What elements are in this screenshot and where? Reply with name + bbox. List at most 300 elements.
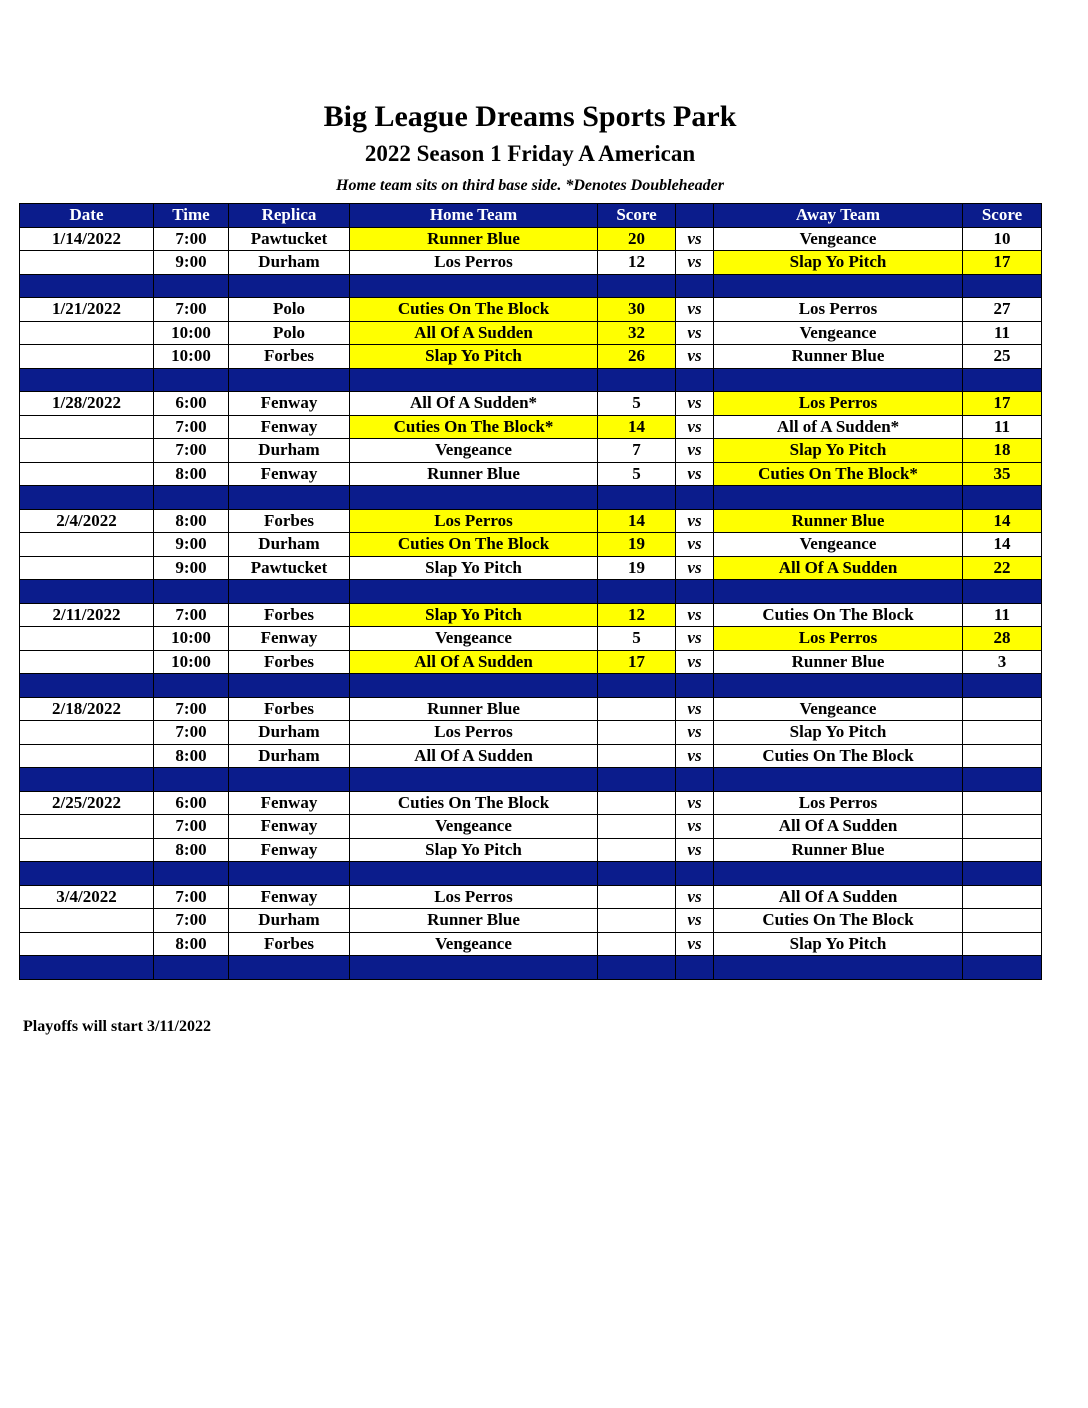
home-team-cell: Slap Yo Pitch	[350, 345, 598, 369]
away-score-cell	[963, 909, 1042, 933]
away-score-cell	[963, 697, 1042, 721]
away-score-cell: 11	[963, 415, 1042, 439]
home-score-cell: 5	[598, 627, 676, 651]
away-score-cell	[963, 885, 1042, 909]
separator-cell	[676, 274, 714, 298]
away-score-cell: 28	[963, 627, 1042, 651]
away-team-cell: Vengeance	[714, 227, 963, 251]
schedule-body	[20, 227, 1042, 979]
separator-cell	[598, 862, 676, 886]
table-row	[20, 744, 1042, 768]
separator-cell	[20, 768, 154, 792]
replica-cell: Polo	[229, 298, 350, 322]
separator-cell	[20, 486, 154, 510]
vs-cell: vs	[676, 815, 714, 839]
date-cell	[20, 627, 154, 651]
away-team-cell: Los Perros	[714, 791, 963, 815]
replica-cell: Pawtucket	[229, 556, 350, 580]
vs-cell: vs	[676, 909, 714, 933]
away-score-cell: 17	[963, 251, 1042, 275]
vs-cell: vs	[676, 345, 714, 369]
replica-cell: Forbes	[229, 603, 350, 627]
separator-cell	[714, 768, 963, 792]
home-score-cell: 17	[598, 650, 676, 674]
time-cell: 9:00	[154, 533, 229, 557]
separator-cell	[676, 768, 714, 792]
separator-cell	[963, 862, 1042, 886]
separator-cell	[963, 486, 1042, 510]
away-team-cell: Vengeance	[714, 321, 963, 345]
time-cell: 7:00	[154, 697, 229, 721]
separator-cell	[229, 368, 350, 392]
vs-cell: vs	[676, 885, 714, 909]
replica-cell: Fenway	[229, 462, 350, 486]
table-row	[20, 556, 1042, 580]
separator-cell	[154, 862, 229, 886]
table-row	[20, 932, 1042, 956]
table-row	[20, 791, 1042, 815]
table-row	[20, 838, 1042, 862]
date-cell	[20, 345, 154, 369]
date-cell: 1/21/2022	[20, 298, 154, 322]
vs-cell: vs	[676, 791, 714, 815]
away-score-cell: 11	[963, 603, 1042, 627]
separator-cell	[154, 580, 229, 604]
replica-cell: Fenway	[229, 838, 350, 862]
away-score-cell: 14	[963, 509, 1042, 533]
table-row	[20, 627, 1042, 651]
table-row	[20, 909, 1042, 933]
separator-cell	[598, 486, 676, 510]
week-separator-row	[20, 862, 1042, 886]
time-cell: 7:00	[154, 885, 229, 909]
away-team-cell: Vengeance	[714, 697, 963, 721]
separator-cell	[714, 486, 963, 510]
column-header-home-team: Home Team	[350, 204, 598, 228]
separator-cell	[229, 862, 350, 886]
date-cell	[20, 251, 154, 275]
home-team-cell: Vengeance	[350, 439, 598, 463]
time-cell: 7:00	[154, 721, 229, 745]
table-row	[20, 345, 1042, 369]
schedule-table	[19, 203, 1042, 980]
date-cell	[20, 439, 154, 463]
separator-cell	[350, 486, 598, 510]
vs-cell: vs	[676, 627, 714, 651]
separator-cell	[676, 580, 714, 604]
away-team-cell: Los Perros	[714, 298, 963, 322]
away-team-cell: Slap Yo Pitch	[714, 251, 963, 275]
playoffs-note: Playoffs will start 3/11/2022	[23, 1018, 211, 1035]
away-team-cell: Runner Blue	[714, 650, 963, 674]
home-team-cell: Los Perros	[350, 509, 598, 533]
replica-cell: Fenway	[229, 885, 350, 909]
replica-cell: Durham	[229, 251, 350, 275]
home-score-cell	[598, 791, 676, 815]
table-row	[20, 251, 1042, 275]
date-cell: 2/11/2022	[20, 603, 154, 627]
away-team-cell: Runner Blue	[714, 838, 963, 862]
time-cell: 6:00	[154, 791, 229, 815]
replica-cell: Durham	[229, 439, 350, 463]
date-cell: 3/4/2022	[20, 885, 154, 909]
time-cell: 8:00	[154, 509, 229, 533]
separator-cell	[598, 274, 676, 298]
replica-cell: Forbes	[229, 932, 350, 956]
time-cell: 7:00	[154, 815, 229, 839]
separator-cell	[714, 956, 963, 980]
time-cell: 7:00	[154, 298, 229, 322]
date-cell	[20, 815, 154, 839]
date-cell	[20, 533, 154, 557]
time-cell: 9:00	[154, 251, 229, 275]
date-cell: 2/18/2022	[20, 697, 154, 721]
table-row	[20, 462, 1042, 486]
vs-cell: vs	[676, 697, 714, 721]
table-row	[20, 650, 1042, 674]
replica-cell: Forbes	[229, 650, 350, 674]
separator-cell	[598, 768, 676, 792]
home-score-cell	[598, 744, 676, 768]
home-score-cell	[598, 815, 676, 839]
separator-cell	[229, 580, 350, 604]
time-cell: 10:00	[154, 321, 229, 345]
home-score-cell: 30	[598, 298, 676, 322]
home-team-cell: Los Perros	[350, 721, 598, 745]
home-team-cell: Los Perros	[350, 251, 598, 275]
home-team-cell: Vengeance	[350, 932, 598, 956]
home-team-cell: Vengeance	[350, 627, 598, 651]
home-team-cell: Cuties On The Block	[350, 791, 598, 815]
home-team-cell: Vengeance	[350, 815, 598, 839]
separator-cell	[154, 368, 229, 392]
home-team-cell: All Of A Sudden	[350, 321, 598, 345]
vs-cell: vs	[676, 227, 714, 251]
table-row	[20, 439, 1042, 463]
separator-cell	[154, 486, 229, 510]
time-cell: 10:00	[154, 650, 229, 674]
away-score-cell: 3	[963, 650, 1042, 674]
date-cell	[20, 650, 154, 674]
away-score-cell: 18	[963, 439, 1042, 463]
home-score-cell: 14	[598, 509, 676, 533]
separator-cell	[714, 274, 963, 298]
away-score-cell: 27	[963, 298, 1042, 322]
home-team-cell: Runner Blue	[350, 227, 598, 251]
separator-cell	[350, 768, 598, 792]
vs-cell: vs	[676, 603, 714, 627]
replica-cell: Forbes	[229, 697, 350, 721]
time-cell: 10:00	[154, 345, 229, 369]
separator-cell	[154, 956, 229, 980]
week-separator-row	[20, 768, 1042, 792]
separator-cell	[714, 674, 963, 698]
replica-cell: Durham	[229, 533, 350, 557]
away-team-cell: Cuties On The Block	[714, 909, 963, 933]
replica-cell: Forbes	[229, 345, 350, 369]
separator-cell	[676, 486, 714, 510]
separator-cell	[20, 862, 154, 886]
separator-cell	[963, 580, 1042, 604]
page-title: Big League Dreams Sports Park	[323, 100, 737, 133]
away-team-cell: Cuties On The Block	[714, 603, 963, 627]
replica-cell: Fenway	[229, 791, 350, 815]
away-score-cell	[963, 932, 1042, 956]
column-header-date: Date	[20, 204, 154, 228]
column-header-away-team: Away Team	[714, 204, 963, 228]
time-cell: 7:00	[154, 415, 229, 439]
replica-cell: Forbes	[229, 509, 350, 533]
date-cell: 1/28/2022	[20, 392, 154, 416]
time-cell: 10:00	[154, 627, 229, 651]
home-score-cell: 12	[598, 603, 676, 627]
vs-cell: vs	[676, 932, 714, 956]
table-row	[20, 603, 1042, 627]
table-row	[20, 885, 1042, 909]
replica-cell: Polo	[229, 321, 350, 345]
separator-cell	[154, 768, 229, 792]
away-score-cell: 10	[963, 227, 1042, 251]
date-cell	[20, 556, 154, 580]
away-team-cell: Cuties On The Block*	[714, 462, 963, 486]
away-score-cell: 35	[963, 462, 1042, 486]
home-score-cell: 20	[598, 227, 676, 251]
home-score-cell: 19	[598, 556, 676, 580]
home-score-cell	[598, 697, 676, 721]
home-score-cell: 32	[598, 321, 676, 345]
date-cell	[20, 909, 154, 933]
separator-cell	[350, 274, 598, 298]
separator-cell	[350, 580, 598, 604]
away-score-cell	[963, 721, 1042, 745]
table-row	[20, 415, 1042, 439]
home-team-cell: All Of A Sudden	[350, 744, 598, 768]
date-cell	[20, 462, 154, 486]
replica-cell: Fenway	[229, 392, 350, 416]
vs-cell: vs	[676, 650, 714, 674]
home-team-cell: Runner Blue	[350, 909, 598, 933]
home-team-cell: Runner Blue	[350, 697, 598, 721]
separator-cell	[676, 368, 714, 392]
away-score-cell: 25	[963, 345, 1042, 369]
away-score-cell	[963, 838, 1042, 862]
separator-cell	[20, 274, 154, 298]
separator-cell	[598, 956, 676, 980]
home-score-cell	[598, 909, 676, 933]
replica-cell: Fenway	[229, 627, 350, 651]
date-cell	[20, 415, 154, 439]
separator-cell	[598, 368, 676, 392]
separator-cell	[598, 674, 676, 698]
table-row	[20, 509, 1042, 533]
away-team-cell: Slap Yo Pitch	[714, 721, 963, 745]
separator-cell	[963, 956, 1042, 980]
separator-cell	[350, 674, 598, 698]
date-cell: 2/4/2022	[20, 509, 154, 533]
time-cell: 6:00	[154, 392, 229, 416]
away-score-cell: 17	[963, 392, 1042, 416]
time-cell: 8:00	[154, 744, 229, 768]
vs-cell: vs	[676, 556, 714, 580]
away-team-cell: All Of A Sudden	[714, 556, 963, 580]
time-cell: 9:00	[154, 556, 229, 580]
vs-cell: vs	[676, 721, 714, 745]
away-score-cell	[963, 744, 1042, 768]
home-score-cell	[598, 838, 676, 862]
vs-cell: vs	[676, 509, 714, 533]
separator-cell	[714, 862, 963, 886]
away-score-cell	[963, 791, 1042, 815]
week-separator-row	[20, 274, 1042, 298]
vs-cell: vs	[676, 533, 714, 557]
column-header-vs	[676, 204, 714, 228]
date-cell	[20, 321, 154, 345]
table-row	[20, 321, 1042, 345]
table-row	[20, 392, 1042, 416]
week-separator-row	[20, 674, 1042, 698]
away-score-cell	[963, 815, 1042, 839]
time-cell: 8:00	[154, 462, 229, 486]
replica-cell: Durham	[229, 909, 350, 933]
home-score-cell: 14	[598, 415, 676, 439]
replica-cell: Fenway	[229, 815, 350, 839]
away-team-cell: Vengeance	[714, 533, 963, 557]
separator-cell	[229, 768, 350, 792]
table-row	[20, 533, 1042, 557]
vs-cell: vs	[676, 251, 714, 275]
table-row	[20, 721, 1042, 745]
separator-cell	[20, 368, 154, 392]
separator-cell	[676, 862, 714, 886]
time-cell: 7:00	[154, 603, 229, 627]
separator-cell	[350, 368, 598, 392]
home-score-cell: 26	[598, 345, 676, 369]
away-team-cell: Los Perros	[714, 627, 963, 651]
home-team-cell: Cuties On The Block	[350, 298, 598, 322]
separator-cell	[598, 580, 676, 604]
time-cell: 7:00	[154, 227, 229, 251]
away-team-cell: Runner Blue	[714, 345, 963, 369]
separator-cell	[229, 486, 350, 510]
away-team-cell: Slap Yo Pitch	[714, 439, 963, 463]
table-row	[20, 697, 1042, 721]
replica-cell: Durham	[229, 721, 350, 745]
separator-cell	[20, 674, 154, 698]
home-team-cell: Slap Yo Pitch	[350, 556, 598, 580]
home-team-cell: Cuties On The Block	[350, 533, 598, 557]
home-team-cell: All Of A Sudden	[350, 650, 598, 674]
vs-cell: vs	[676, 392, 714, 416]
time-cell: 8:00	[154, 838, 229, 862]
vs-cell: vs	[676, 298, 714, 322]
table-row	[20, 227, 1042, 251]
vs-cell: vs	[676, 462, 714, 486]
column-header-home-score: Score	[598, 204, 676, 228]
home-team-cell: All Of A Sudden*	[350, 392, 598, 416]
away-team-cell: Runner Blue	[714, 509, 963, 533]
separator-cell	[20, 580, 154, 604]
separator-cell	[676, 956, 714, 980]
home-score-cell: 5	[598, 392, 676, 416]
separator-cell	[154, 274, 229, 298]
separator-cell	[963, 674, 1042, 698]
replica-cell: Fenway	[229, 415, 350, 439]
time-cell: 7:00	[154, 439, 229, 463]
home-score-cell: 19	[598, 533, 676, 557]
week-separator-row	[20, 486, 1042, 510]
week-separator-row	[20, 956, 1042, 980]
date-cell	[20, 721, 154, 745]
away-team-cell: All of A Sudden*	[714, 415, 963, 439]
replica-cell: Durham	[229, 744, 350, 768]
home-score-cell: 5	[598, 462, 676, 486]
away-team-cell: Cuties On The Block	[714, 744, 963, 768]
vs-cell: vs	[676, 321, 714, 345]
separator-cell	[714, 580, 963, 604]
page-subtitle: 2022 Season 1 Friday A American	[364, 141, 696, 166]
date-cell	[20, 932, 154, 956]
time-cell: 8:00	[154, 932, 229, 956]
separator-cell	[963, 274, 1042, 298]
separator-cell	[350, 956, 598, 980]
separator-cell	[229, 956, 350, 980]
away-team-cell: Los Perros	[714, 392, 963, 416]
vs-cell: vs	[676, 415, 714, 439]
away-team-cell: Slap Yo Pitch	[714, 932, 963, 956]
home-team-cell: Slap Yo Pitch	[350, 838, 598, 862]
home-score-cell: 7	[598, 439, 676, 463]
separator-cell	[963, 768, 1042, 792]
separator-cell	[229, 274, 350, 298]
separator-cell	[714, 368, 963, 392]
table-row	[20, 298, 1042, 322]
separator-cell	[676, 674, 714, 698]
column-header-time: Time	[154, 204, 229, 228]
away-team-cell: All Of A Sudden	[714, 885, 963, 909]
replica-cell: Pawtucket	[229, 227, 350, 251]
column-header-away-score: Score	[963, 204, 1042, 228]
separator-cell	[350, 862, 598, 886]
home-score-cell: 12	[598, 251, 676, 275]
date-cell	[20, 744, 154, 768]
week-separator-row	[20, 580, 1042, 604]
schedule-note: Home team sits on third base side. *Denotes Doubleheader	[336, 177, 724, 194]
table-row	[20, 815, 1042, 839]
header-row	[20, 204, 1042, 228]
time-cell: 7:00	[154, 909, 229, 933]
date-cell	[20, 838, 154, 862]
home-team-cell: Los Perros	[350, 885, 598, 909]
date-cell: 1/14/2022	[20, 227, 154, 251]
separator-cell	[963, 368, 1042, 392]
home-team-cell: Runner Blue	[350, 462, 598, 486]
vs-cell: vs	[676, 838, 714, 862]
home-team-cell: Cuties On The Block*	[350, 415, 598, 439]
away-team-cell: All Of A Sudden	[714, 815, 963, 839]
week-separator-row	[20, 368, 1042, 392]
away-score-cell: 22	[963, 556, 1042, 580]
separator-cell	[229, 674, 350, 698]
vs-cell: vs	[676, 439, 714, 463]
away-score-cell: 11	[963, 321, 1042, 345]
home-team-cell: Slap Yo Pitch	[350, 603, 598, 627]
home-score-cell	[598, 932, 676, 956]
vs-cell: vs	[676, 744, 714, 768]
home-score-cell	[598, 885, 676, 909]
separator-cell	[154, 674, 229, 698]
away-score-cell: 14	[963, 533, 1042, 557]
home-score-cell	[598, 721, 676, 745]
